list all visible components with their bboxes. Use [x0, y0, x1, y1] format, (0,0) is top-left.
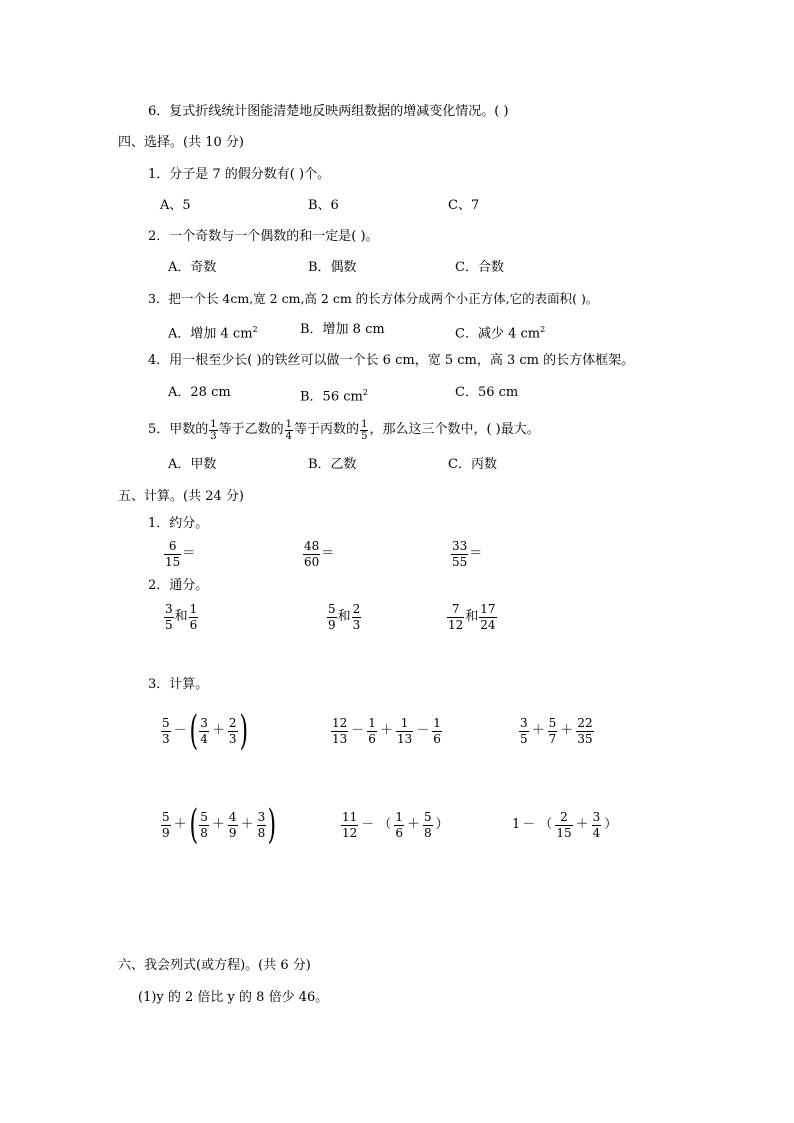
- fraction: 33 55: [452, 538, 468, 569]
- choice-q1-stem: 1．分子是 7 的假分数有( )个。: [148, 167, 331, 182]
- fraction: 17 24: [480, 601, 496, 632]
- choice-q1-option-a: A、5: [160, 198, 191, 213]
- equation-q1: (1)y 的 2 倍比 y 的 8 倍少 46。: [138, 990, 329, 1005]
- choice-q4-option-a: A．28 cm: [168, 385, 231, 400]
- fraction: 1 6: [189, 601, 198, 632]
- section-6-title: 六、我会列式(或方程)。(共 6 分): [118, 958, 311, 973]
- choice-q4-option-b: B．56 $cm^2$: [300, 388, 368, 405]
- fraction: 2 3: [352, 601, 361, 632]
- fraction: 2 3: [228, 715, 237, 746]
- fraction: 3 5: [165, 601, 173, 632]
- choice-q3-option-b: B．增加 8 cm: [300, 322, 385, 337]
- choice-q4-option-c: C．56 cm: [455, 385, 519, 400]
- choice-q5-option-a: A．甲数: [168, 457, 217, 472]
- fraction: 1 4: [285, 418, 293, 442]
- superscript: 2: [252, 325, 258, 334]
- calc-expression-6: 1 － （ 2 15 ＋ 3 4 ）: [512, 809, 618, 840]
- superscript: 2: [540, 325, 546, 334]
- choice-q2-option-b: B．偶数: [308, 260, 357, 275]
- choice-q2-option-a: A．奇数: [168, 260, 217, 275]
- reduce-fractions-heading: 1．约分。: [148, 516, 209, 531]
- superscript: 2: [362, 388, 368, 397]
- choice-q1-option-b: B、6: [308, 198, 339, 213]
- section-4-title: 四、选择。(共 10 分): [118, 135, 244, 150]
- choice-q3-option-c: C．减少 4 $cm^2$: [455, 325, 546, 342]
- fraction: 7 12: [448, 601, 464, 632]
- choice-q5-option-b: B．乙数: [308, 457, 357, 472]
- fraction: 6 15: [165, 538, 181, 569]
- common-denominator-item-2: 5 9 和 2 3: [328, 601, 361, 632]
- choice-q3-stem: 3．把一个长 4cm,宽 2 cm,高 2 cm 的长方体分成两个小正方体,它的表面积( )。: [148, 291, 599, 306]
- fraction: 1 13: [396, 715, 413, 746]
- choice-q2-option-c: C．合数: [455, 260, 504, 275]
- calc-expression-2: 12 13 － 1 6 ＋ 1 13 － 1 6: [332, 715, 441, 746]
- fraction: 5 8: [200, 809, 208, 840]
- fraction: 3 5: [520, 715, 528, 746]
- fraction: 5 7: [548, 715, 557, 746]
- calc-expression-3: 3 5 ＋ 5 7 ＋ 22 35: [520, 715, 593, 746]
- fraction: 5 8: [423, 809, 432, 840]
- fraction: 5 9: [328, 601, 336, 632]
- fraction: 1 5: [361, 418, 368, 442]
- fraction: 1 6: [368, 715, 376, 746]
- calc-expression-5: 11 12 － （ 1 6 ＋ 5 8 ）: [342, 809, 449, 840]
- common-denominator-item-3: 7 12 和 17 24: [448, 601, 496, 632]
- fraction: 1 6: [433, 715, 441, 746]
- fraction: 2 15: [556, 809, 572, 840]
- reduce-item-2: 48 60 ＝: [304, 538, 335, 569]
- choice-q3-option-a: A．增加 4 $cm^2$: [168, 325, 258, 342]
- choice-q1-option-c: C、7: [448, 198, 480, 213]
- fraction: 3 8: [257, 809, 266, 840]
- choice-q2-stem: 2．一个奇数与一个偶数的和一定是( )。: [148, 229, 379, 244]
- reduce-item-1: 6 15 ＝: [165, 538, 196, 569]
- common-denominator-heading: 2．通分。: [148, 578, 209, 593]
- fraction: 1 3: [210, 418, 217, 442]
- question-6-judgement: 6．复式折线统计图能清楚地反映两组数据的增减变化情况。( ): [148, 104, 509, 119]
- fraction: 11 12: [342, 809, 358, 840]
- choice-q4-stem: 4．用一根至少长( )的铁丝可以做一个长 6 cm，宽 5 cm，高 3 cm 的长方体框架。: [148, 353, 635, 368]
- fraction: 5 9: [162, 809, 170, 840]
- common-denominator-item-1: 3 5 和 1 6: [165, 601, 198, 632]
- choice-q5-stem: 5．甲数的 1 3 等于乙数的 1 4 等于丙数的 1 5 ，那么这三个数中，( )最大。: [148, 418, 540, 442]
- fraction: 1 6: [395, 809, 403, 840]
- fraction: 3 4: [592, 809, 601, 840]
- section-5-title: 五、计算。(共 24 分): [118, 489, 244, 504]
- calculation-heading: 3．计算。: [148, 677, 209, 692]
- calc-expression-4: 5 9 ＋ ( 5 8 ＋ 4 9 ＋ 3 8 ): [162, 802, 277, 848]
- fraction: 48 60: [304, 538, 320, 569]
- fraction: 5 3: [162, 715, 170, 746]
- reduce-item-3: 33 55 ＝: [452, 538, 483, 569]
- fraction: 22 35: [577, 715, 593, 746]
- fraction: 3 4: [200, 715, 208, 746]
- calc-expression-1: 5 3 － ( 3 4 ＋ 2 3 ): [162, 708, 248, 754]
- fraction: 12 13: [332, 715, 348, 746]
- choice-q5-option-c: C．丙数: [448, 457, 497, 472]
- fraction: 4 9: [228, 809, 237, 840]
